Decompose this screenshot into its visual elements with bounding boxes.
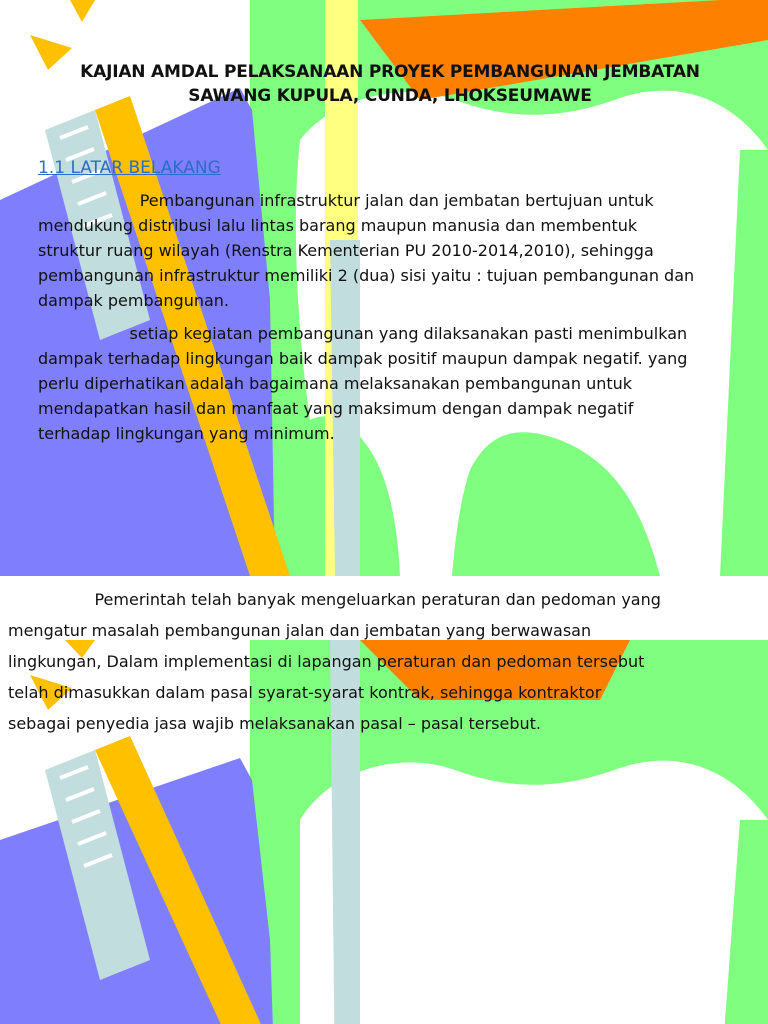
paragraph-line: mendukung distribusi lalu lintas barang maupun manusia dan membentuk <box>38 216 638 235</box>
paragraph-line: perlu diperhatikan adalah bagaimana melaksanakan pembangunan untuk <box>38 374 633 393</box>
paragraph-2 <box>38 321 753 446</box>
document-title <box>40 60 740 108</box>
paragraph-line: Pemerintah telah banyak mengeluarkan peraturan dan pedoman yang <box>8 590 661 609</box>
yellow-top-bar <box>70 0 95 22</box>
paragraph-3 <box>8 584 763 739</box>
paragraph-line: terhadap lingkungan yang minimum. <box>38 424 335 443</box>
title-line-1: KAJIAN AMDAL PELAKSANAAN PROYEK PEMBANGUNAN JEMBATAN <box>80 62 700 82</box>
paragraph-line: telah dimasukkan dalam pasal syarat-syarat kontrak, sehingga kontraktor <box>8 683 602 702</box>
paragraph-1 <box>38 188 753 313</box>
section-heading: 1.1 LATAR BELAKANG <box>38 158 221 178</box>
paragraph-line: mengatur masalah pembangunan jalan dan jembatan yang berwawasan <box>8 621 592 640</box>
paragraph-line: mendapatkan hasil dan manfaat yang maksimum dengan dampak negatif <box>38 399 634 418</box>
paragraph-line: setiap kegiatan pembangunan yang dilaksanakan pasti menimbulkan <box>38 324 688 343</box>
paragraph-line: sebagai penyedia jasa wajib melaksanakan pasal – pasal tersebut. <box>8 714 542 733</box>
paragraph-line: dampak terhadap lingkungan baik dampak positif maupun dampak negatif. yang <box>38 349 688 368</box>
title-line-2: SAWANG KUPULA, CUNDA, LHOKSEUMAWE <box>188 86 592 106</box>
paragraph-line: Pembangunan infrastruktur jalan dan jembatan bertujuan untuk <box>38 191 654 210</box>
paragraph-line: pembangunan infrastruktur memiliki 2 (dua) sisi yaitu : tujuan pembangunan dan <box>38 266 695 285</box>
paragraph-line: dampak pembangunan. <box>38 291 230 310</box>
white-tooth-shape <box>300 761 768 1024</box>
paragraph-line: struktur ruang wilayah (Renstra Kementerian PU 2010-2014,2010), sehingga <box>38 241 654 260</box>
paragraph-line: lingkungan, Dalam implementasi di lapangan peraturan dan pedoman tersebut <box>8 652 645 671</box>
slide-2 <box>0 576 768 1024</box>
